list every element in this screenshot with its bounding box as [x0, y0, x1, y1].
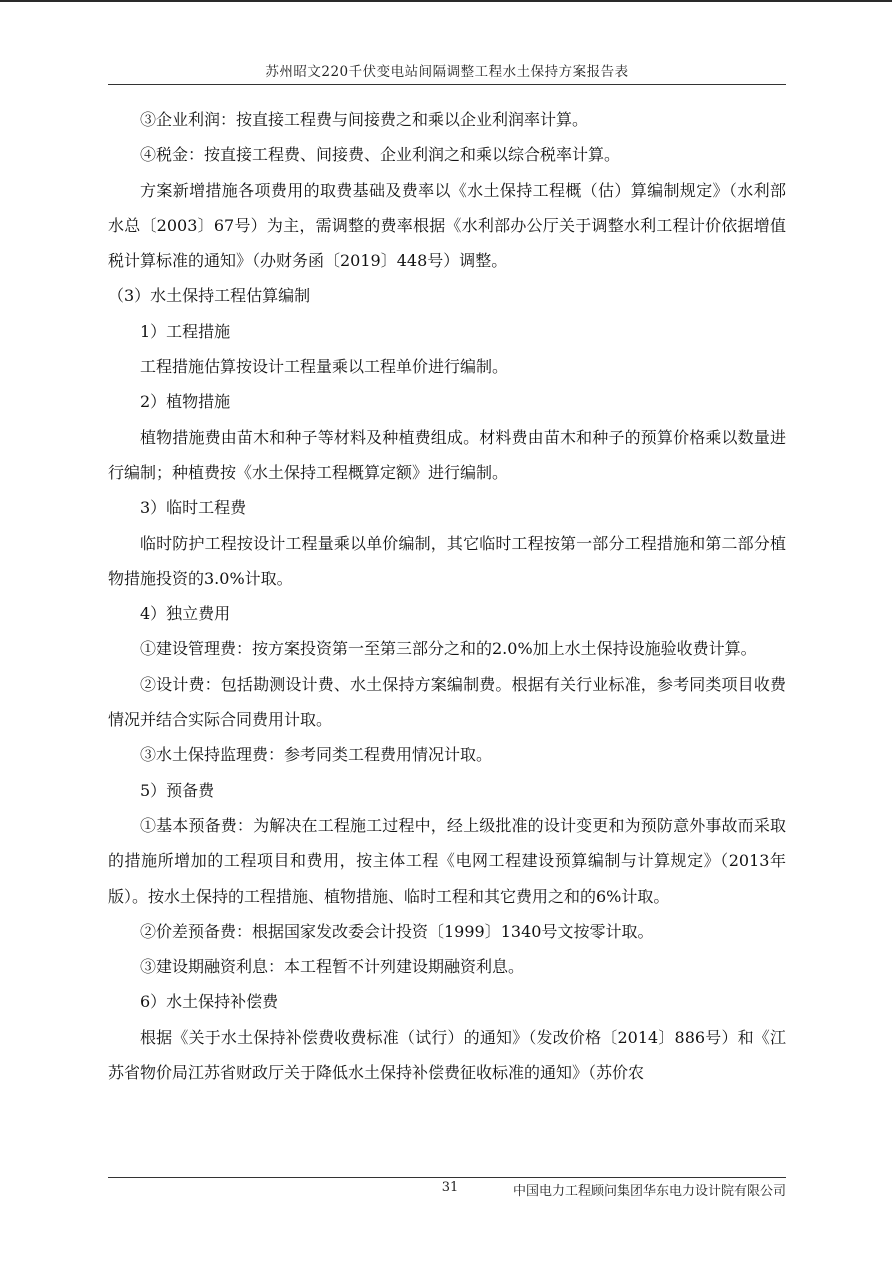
document-body: [108, 102, 786, 1090]
paragraph: ②设计费：包括勘测设计费、水土保持方案编制费。根据有关行业标准，参考同类项目收费情况并结合实际合同费用计取。: [108, 674, 786, 730]
paragraph: ③企业利润：按直接工程费与间接费之和乘以企业利润率计算。: [140, 110, 589, 129]
paragraph: ①基本预备费：为解决在工程施工过程中，经上级批准的设计变更和为预防意外事故而采取的措施所增加的工程项目和费用，按主体工程《电网工程建设预算编制与计算规定》（2013年版）。按水土保持的工程措施、植物措施、临时工程和其它费用之和的6%计取。: [108, 815, 786, 906]
page-number: 31: [441, 1180, 459, 1195]
footer-organization: 中国电力工程顾问集团华东电力设计院有限公司: [512, 1184, 786, 1199]
paragraph: 3）临时工程费: [140, 498, 247, 518]
paragraph: 1）工程措施: [140, 321, 231, 341]
paragraph: 根据《关于水土保持补偿费收费标准（试行）的通知》（发改价格〔2014〕886号）和《江苏省物价局江苏省财政厅关于降低水土保持补偿费征收标准的通知》（苏价农: [108, 1027, 786, 1083]
paragraph: ③建设期融资利息：本工程暂不计列建设期融资利息。: [140, 957, 525, 977]
paragraph: ①建设管理费：按方案投资第一至第三部分之和的2.0%加上水土保持设施验收费计算。: [140, 639, 757, 659]
paragraph: （3）水土保持工程估算编制: [108, 286, 311, 306]
paragraph: ②价差预备费：根据国家发改委会计投资〔1999〕1340号文按零计取。: [140, 921, 654, 941]
paragraph: 2）植物措施: [140, 392, 231, 412]
paragraph: 5）预备费: [140, 780, 215, 800]
paragraph: 工程措施估算按设计工程量乘以工程单价进行编制。: [140, 357, 509, 377]
header-rule: [108, 84, 786, 85]
paragraph: 植物措施费由苗木和种子等材料及种植费组成。材料费由苗木和种子的预算价格乘以数量进行编制；种植费按《水土保持工程概算定额》进行编制。: [108, 427, 786, 482]
header-title: 苏州昭文220千伏变电站间隔调整工程水土保持方案报告表: [265, 64, 629, 80]
top-border-line: [0, 0, 892, 2]
paragraph: 6）水土保持补偿费: [140, 992, 279, 1012]
paragraph: 4）独立费用: [140, 604, 231, 624]
footer-rule: [108, 1177, 786, 1178]
paragraph: ③水土保持监理费：参考同类工程费用情况计取。: [140, 745, 493, 765]
paragraph: 临时防护工程按设计工程量乘以单价编制，其它临时工程按第一部分工程措施和第二部分植物措施投资的3.0%计取。: [108, 533, 786, 588]
paragraph: ④税金：按直接工程费、间接费、企业利润之和乘以综合税率计算。: [140, 145, 621, 165]
paragraph: 方案新增措施各项费用的取费基础及费率以《水土保持工程概（估）算编制规定》（水利部水总〔2003〕67号）为主，需调整的费率根据《水利部办公厅关于调整水利工程计价依据增值税计算标准的通知》（办财务函〔2019〕448号）调整。: [108, 180, 786, 271]
